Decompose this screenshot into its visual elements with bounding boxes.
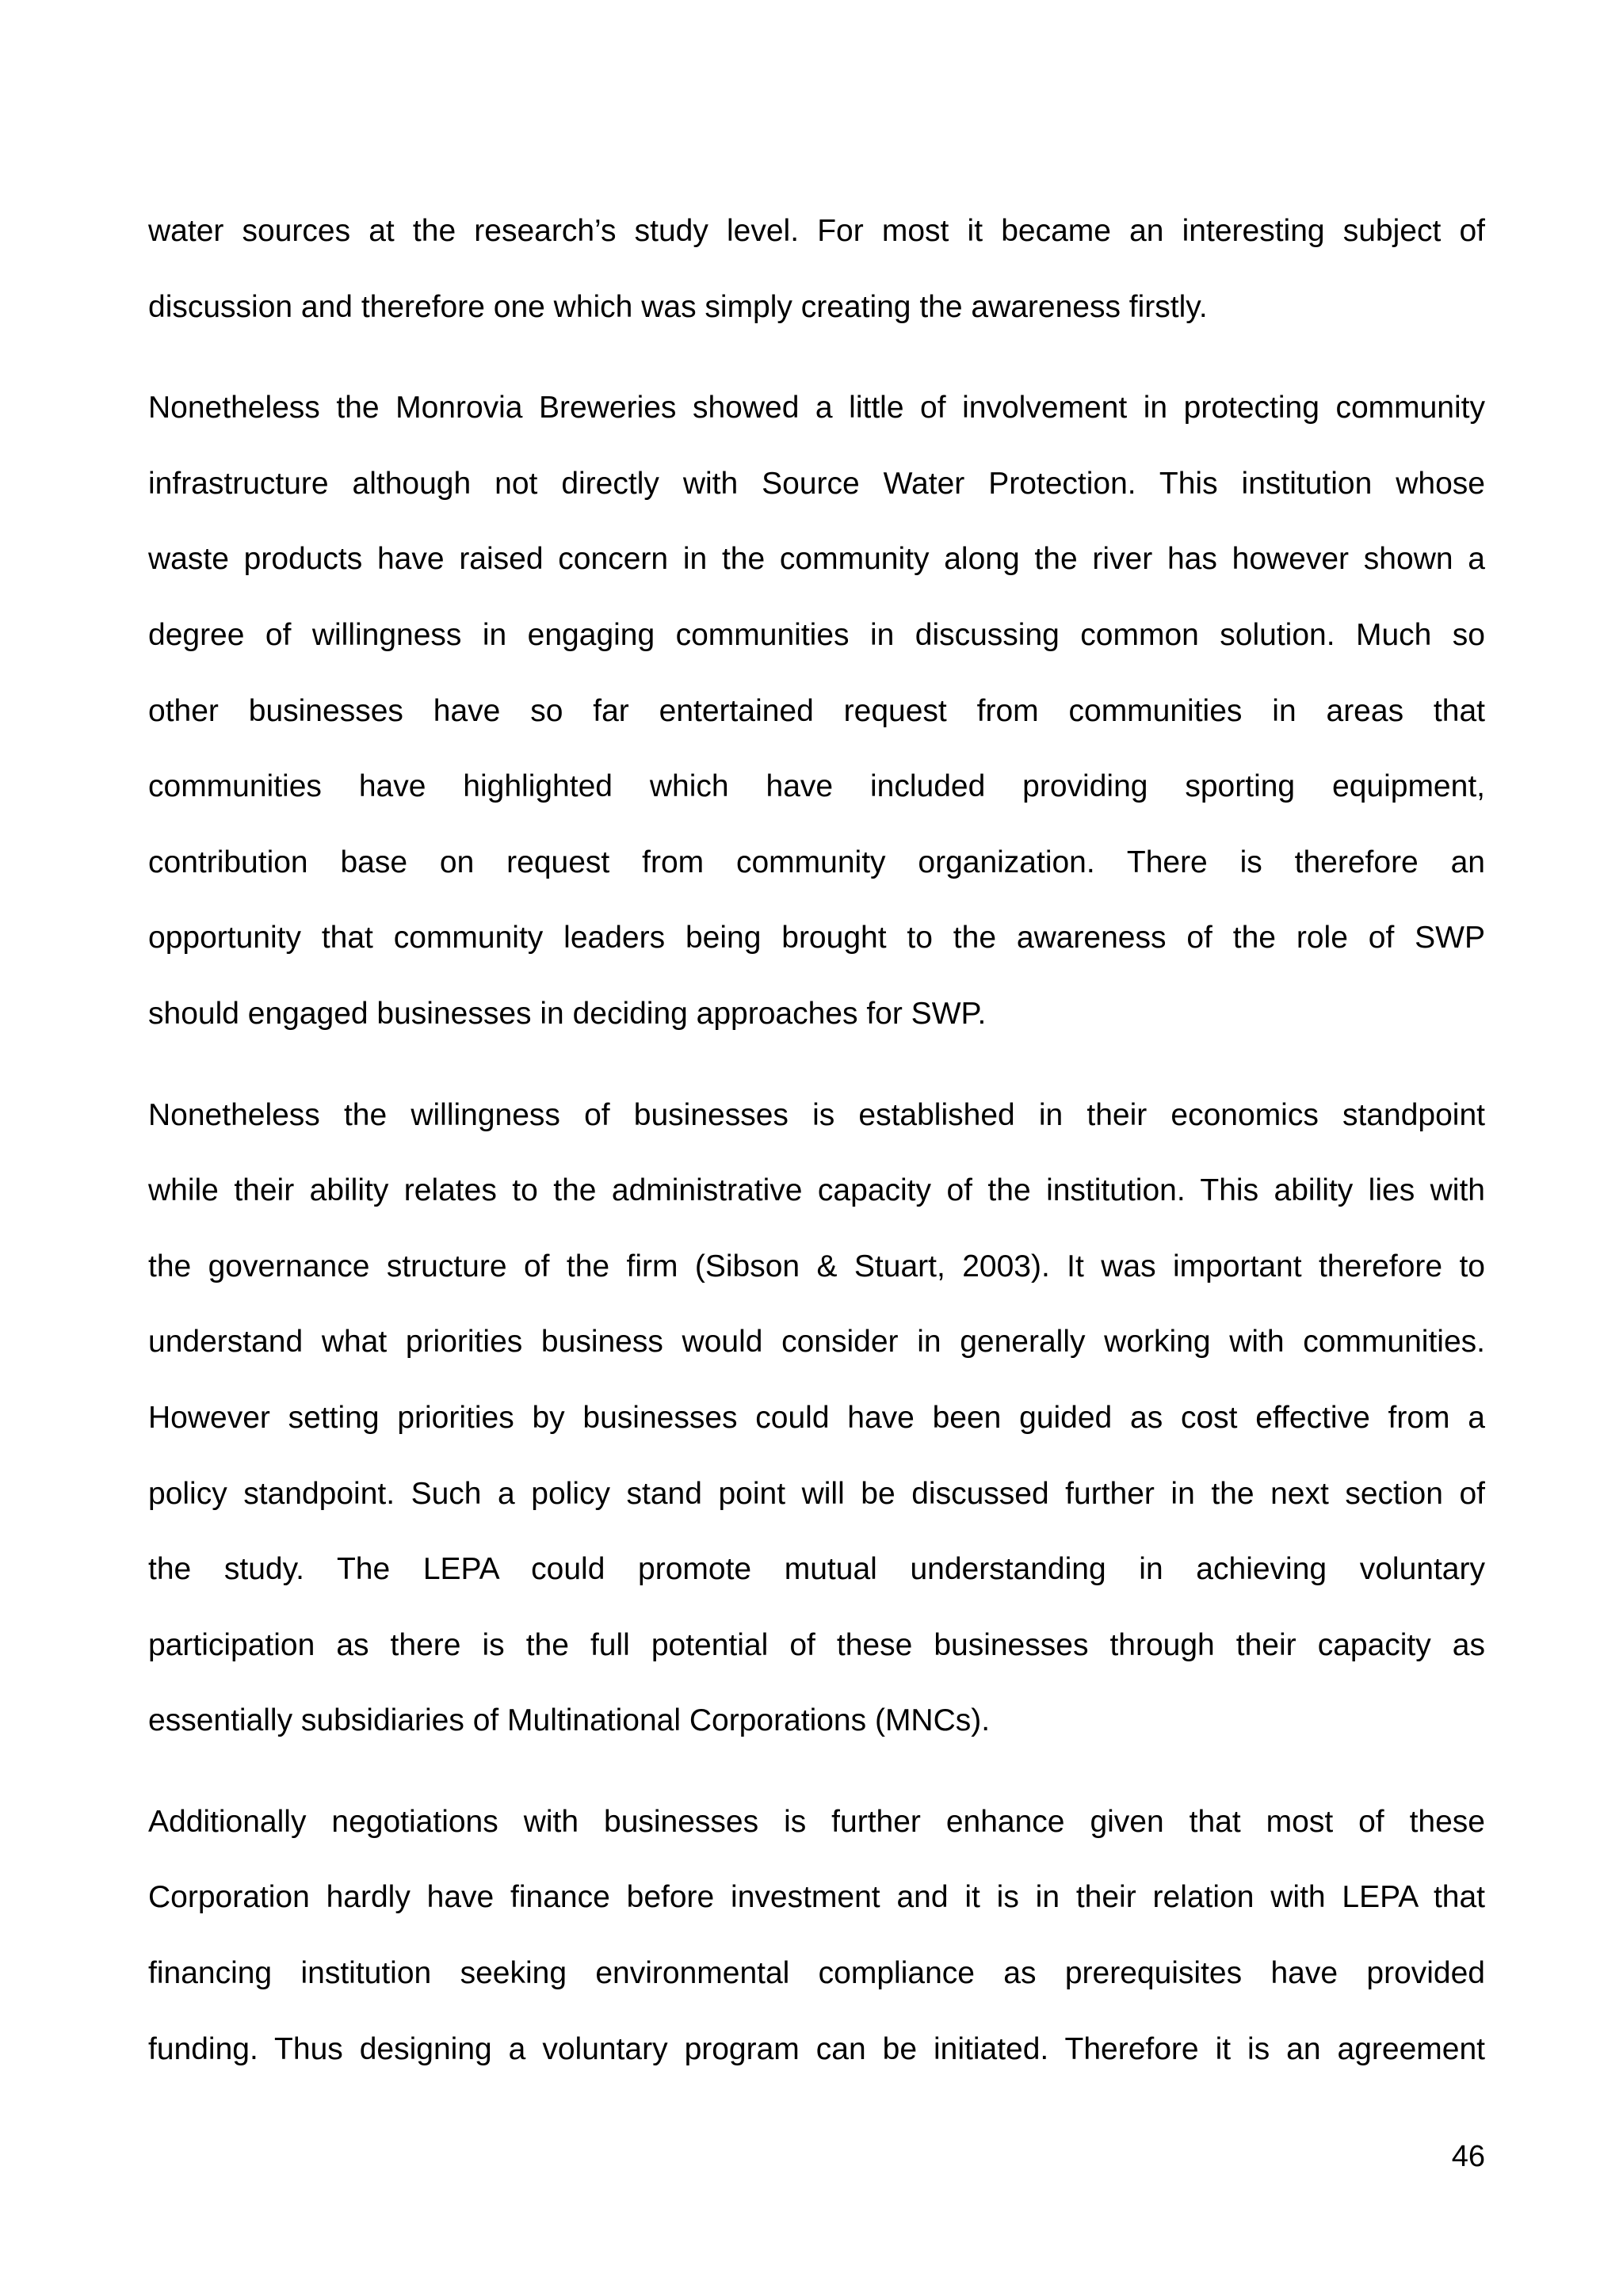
text-line: communities have highlighted which have included providing sporting equipment, <box>148 769 1485 804</box>
body-text <box>148 193 1485 2112</box>
text-line: financing institution seeking environmental compliance as prerequisites have provided <box>148 1956 1485 1991</box>
text-line: the governance structure of the firm (Sibson & Stuart, 2003). It was important therefore to <box>148 1249 1485 1283</box>
paragraph-3 <box>148 1077 1485 1759</box>
page-number: 46 <box>1451 2140 1485 2173</box>
text-line: participation as there is the full potential of these businesses through their capacity as <box>148 1627 1485 1662</box>
text-line: degree of willingness in engaging communities in discussing common solution. Much so <box>148 617 1485 652</box>
paragraph-4 <box>148 1784 1485 2087</box>
text-line: discussion and therefore one which was simply creating the awareness firstly. <box>148 289 1208 324</box>
paragraph-2 <box>148 370 1485 1051</box>
text-line: Nonetheless the Monrovia Breweries showed a little of involvement in protecting community <box>148 391 1485 425</box>
text-line: while their ability relates to the administrative capacity of the institution. This ability lies with <box>148 1173 1485 1208</box>
text-line: funding. Thus designing a voluntary program can be initiated. Therefore it is an agreement <box>148 2031 1485 2066</box>
text-line: waste products have raised concern in the community along the river has however shown a <box>148 542 1485 577</box>
text-line: However setting priorities by businesses could have been guided as cost effective from a <box>148 1400 1485 1435</box>
text-line: essentially subsidiaries of Multinational Corporations (MNCs). <box>148 1703 991 1738</box>
text-line: opportunity that community leaders being brought to the awareness of the role of SWP <box>148 921 1485 955</box>
text-line: policy standpoint. Such a policy stand point will be discussed further in the next section of <box>148 1476 1485 1511</box>
text-line: Corporation hardly have finance before investment and it is in their relation with LEPA that <box>148 1880 1485 1915</box>
text-line: water sources at the research’s study level. For most it became an interesting subject of <box>148 214 1485 248</box>
paragraph-1 <box>148 193 1485 345</box>
text-line: Additionally negotiations with businesses is further enhance given that most of these <box>148 1804 1485 1839</box>
text-line: understand what priorities business would consider in generally working with communities. <box>148 1325 1485 1360</box>
text-line: other businesses have so far entertained request from communities in areas that <box>148 693 1485 728</box>
text-line: contribution base on request from community organization. There is therefore an <box>148 845 1485 879</box>
text-line: should engaged businesses in deciding approaches for SWP. <box>148 996 987 1031</box>
text-line: the study. The LEPA could promote mutual understanding in achieving voluntary <box>148 1552 1485 1587</box>
text-line: Nonetheless the willingness of businesses is established in their economics standpoint <box>148 1097 1485 1132</box>
text-line: infrastructure although not directly with Source Water Protection. This institution whose <box>148 466 1485 501</box>
